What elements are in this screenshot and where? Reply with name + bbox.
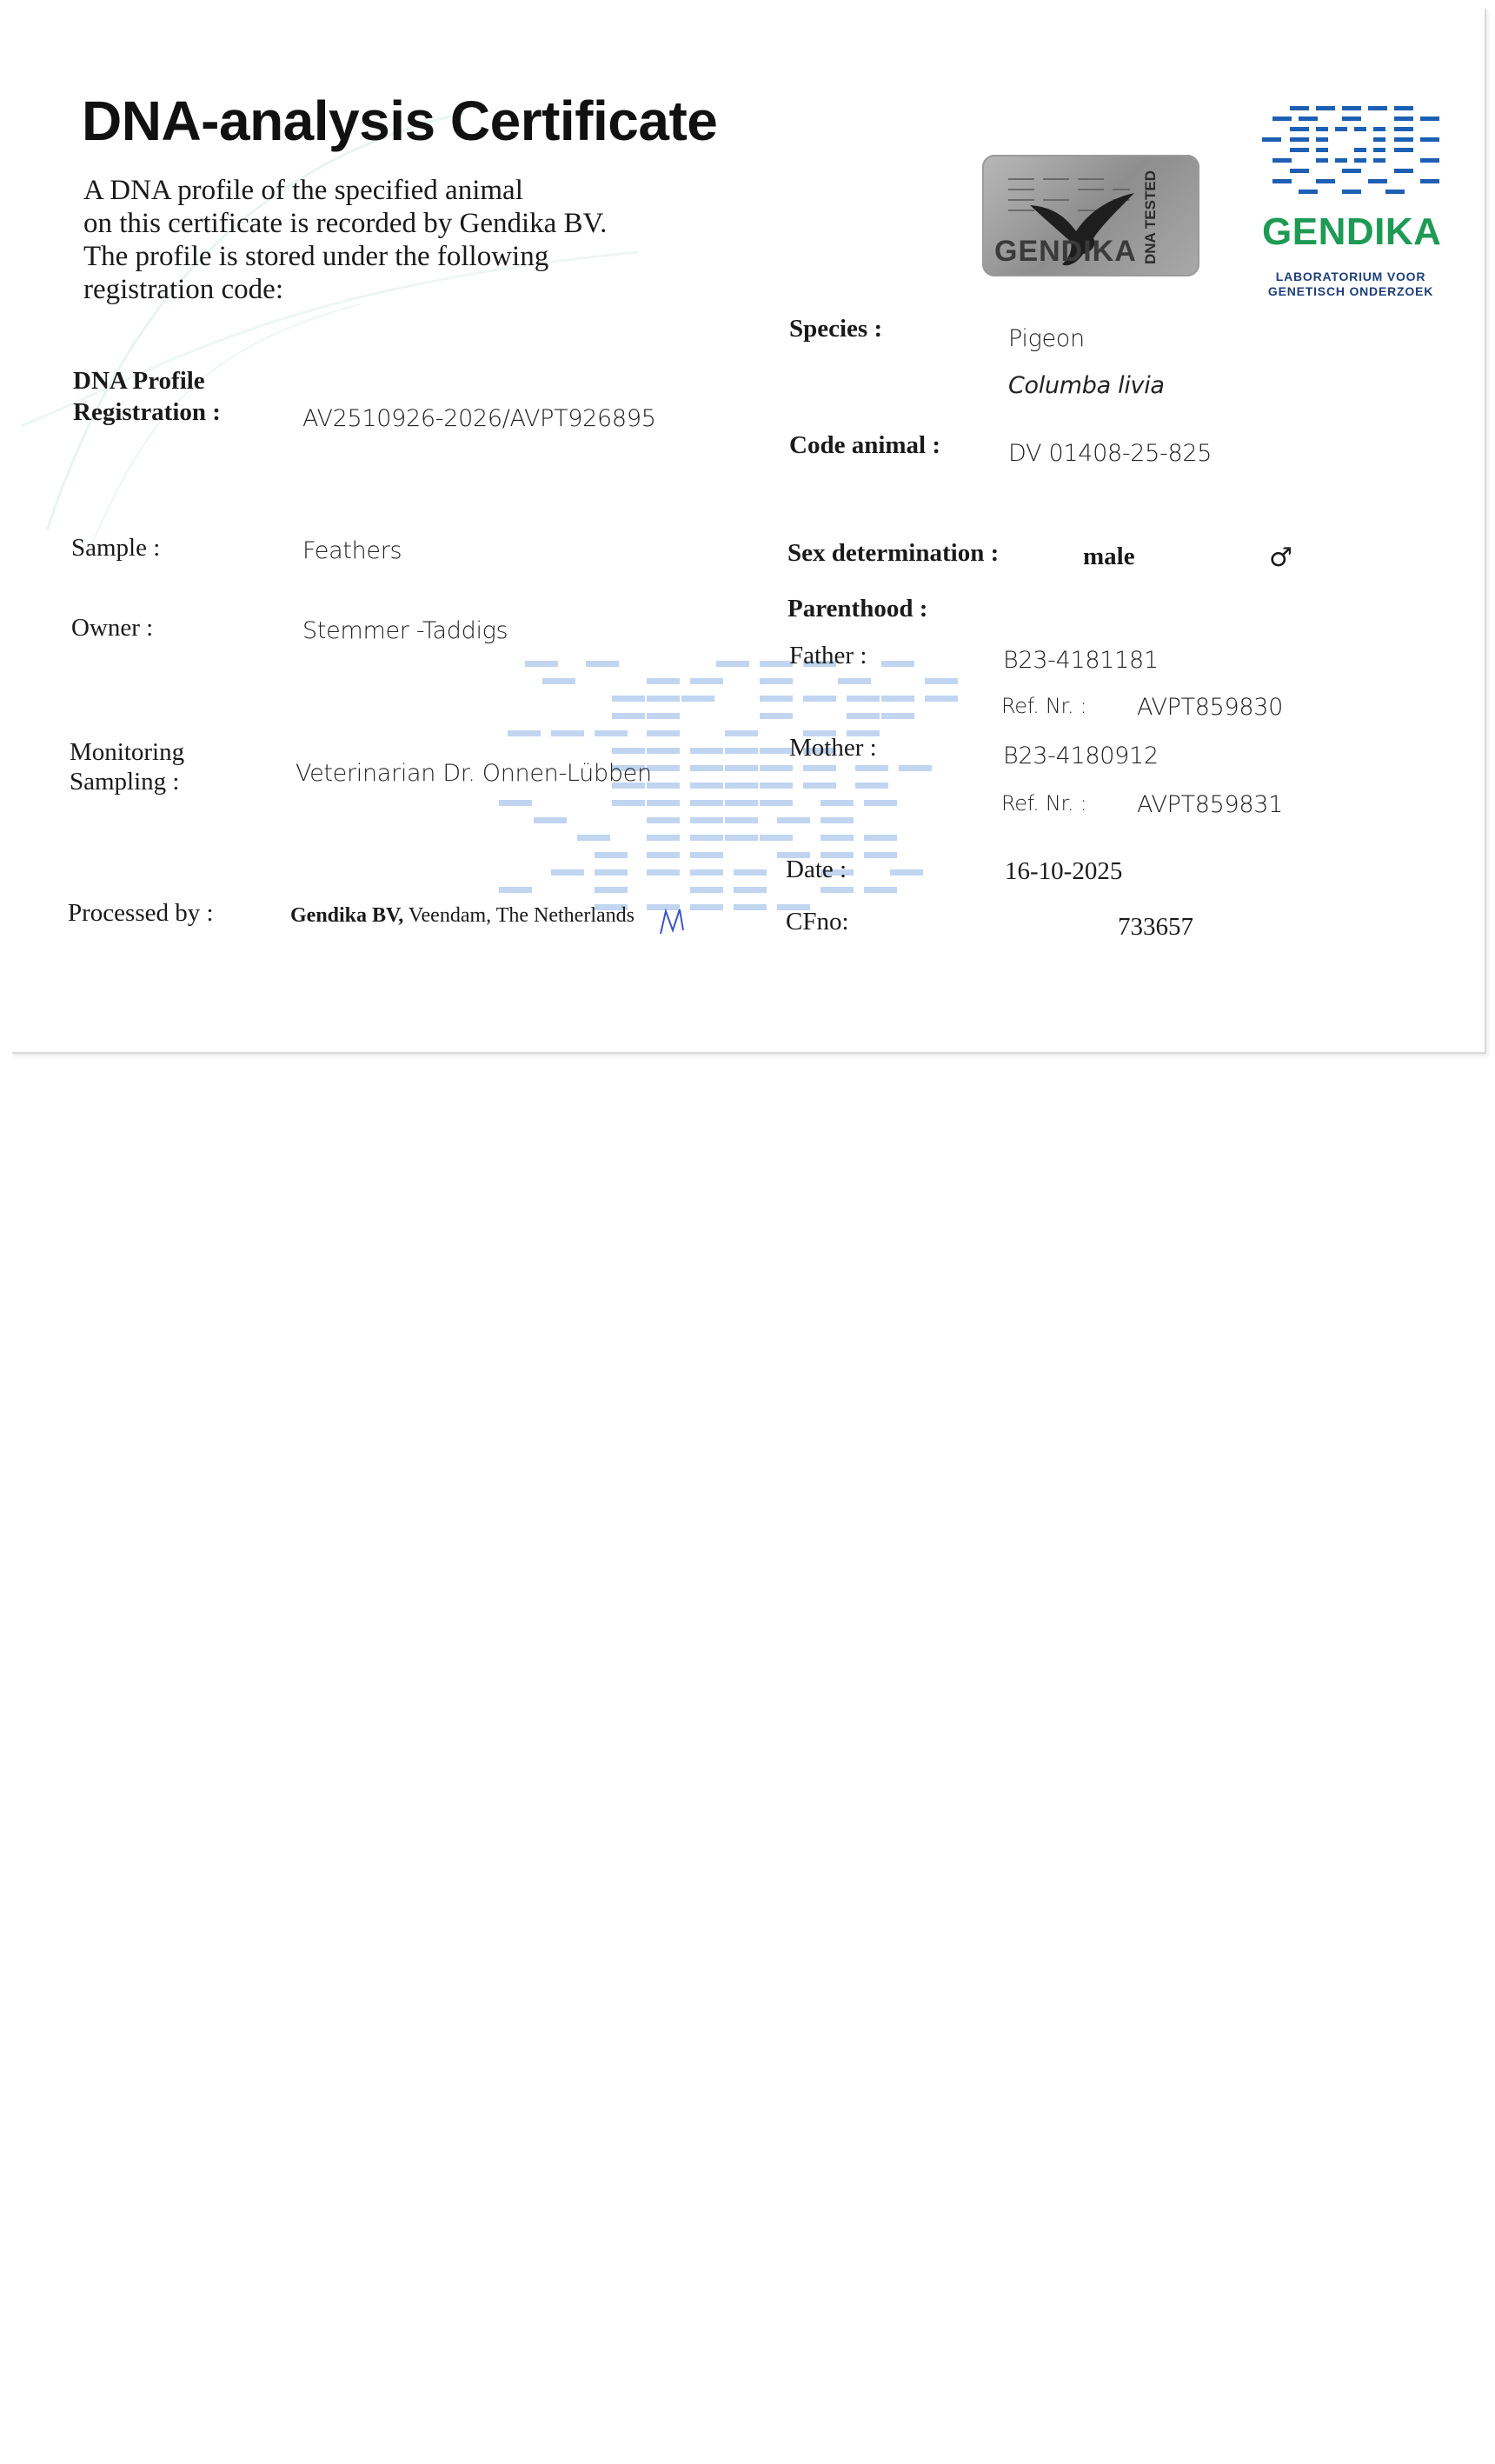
date-value: 16-10-2025 xyxy=(1005,857,1123,885)
code-animal-label: Code animal : xyxy=(789,431,940,459)
sex-label: Sex determination : xyxy=(787,539,1000,567)
registration-label-line: DNA Profile xyxy=(73,367,205,395)
mother-label: Mother : xyxy=(789,734,877,762)
gendika-watermark xyxy=(473,643,994,991)
parenthood-label: Parenthood : xyxy=(787,595,928,623)
monitoring-value: Veterinarian Dr. Onnen-Lübben xyxy=(296,760,652,787)
processed-location: Veendam, The Netherlands xyxy=(403,904,635,927)
gendika-logo-icon xyxy=(1255,103,1446,203)
monitoring-label-line: Monitoring xyxy=(70,738,185,766)
intro-line: A DNA profile of the specified animal xyxy=(83,175,523,206)
code-animal-value: DV 01408-25-825 xyxy=(1008,440,1213,467)
badge-tested: DNA TESTED xyxy=(1142,170,1159,264)
intro-line: The profile is stored under the following xyxy=(83,241,549,272)
processed-value xyxy=(290,904,635,928)
logo-subtitle-line: GENETISCH ONDERZOEK xyxy=(1267,284,1434,298)
mother-ref-value: AVPT859831 xyxy=(1137,791,1284,818)
intro-line: registration code: xyxy=(83,274,284,305)
logo-subtitle-line: LABORATORIUM VOOR xyxy=(1275,270,1426,283)
mother-ref-label: Ref. Nr. : xyxy=(1001,791,1087,816)
species-latin: Columba livia xyxy=(1008,372,1165,399)
male-icon: ♂ xyxy=(1269,543,1292,573)
father-label: Father : xyxy=(789,642,867,669)
gendika-logo-subtitle xyxy=(1246,270,1455,299)
gendika-logo-name: GENDIKA xyxy=(1262,210,1442,253)
father-ref-value: AVPT859830 xyxy=(1137,694,1284,721)
owner-label: Owner : xyxy=(71,614,154,642)
cfno-label: CFno: xyxy=(786,908,849,936)
father-ref-label: Ref. Nr. : xyxy=(1001,694,1087,718)
monitoring-label-line: Sampling : xyxy=(70,768,180,796)
monitoring-label xyxy=(70,737,184,796)
sex-value: male xyxy=(1083,543,1135,570)
certificate-intro xyxy=(83,174,692,306)
certificate-card xyxy=(12,9,1486,1054)
father-value: B23-4181181 xyxy=(1003,647,1159,674)
sample-label: Sample : xyxy=(71,534,161,562)
intro-line: on this certificate is recorded by Gendika BV. xyxy=(83,208,608,239)
certificate-title: DNA-analysis Certificate xyxy=(82,90,718,152)
badge-brand: GENDIKA xyxy=(994,235,1137,268)
owner-value: Stemmer -Taddigs xyxy=(302,617,508,644)
sample-value: Feathers xyxy=(302,537,402,564)
cfno-value: 733657 xyxy=(1118,913,1193,941)
species-common: Pigeon xyxy=(1008,325,1085,352)
mother-value: B23-4180912 xyxy=(1003,743,1159,769)
processed-company: Gendika BV, xyxy=(290,904,404,927)
processed-label: Processed by : xyxy=(68,899,214,927)
date-label: Date : xyxy=(786,856,847,883)
signature-mark xyxy=(657,904,692,939)
species-label: Species : xyxy=(789,315,883,343)
registration-code: AV2510926-2026/AVPT926895 xyxy=(302,405,656,432)
registration-label xyxy=(73,365,221,428)
registration-label-line: Registration : xyxy=(73,398,221,426)
